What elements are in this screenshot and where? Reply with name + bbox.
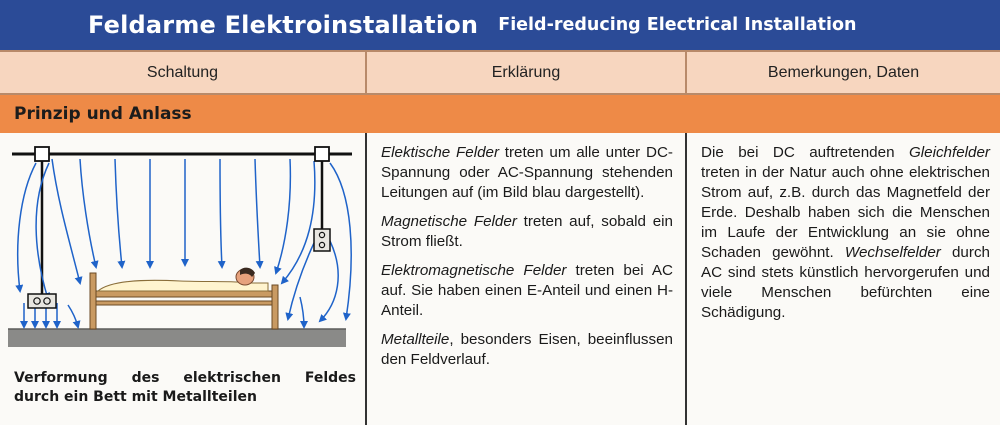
explanation-paragraph-1: Elektische Felder treten um alle unter DC-Spannung oder AC-Spannung stehenden Leitungen auf (im Bild blau dargestellt).: [381, 144, 673, 201]
page-title: Feldarme Elektroinstallation: [88, 11, 479, 39]
remarks-paragraph: Die bei DC auftretenden Gleichfelder treten in der Natur auch ohne elektrischen Strom auf, z.B. durch das Magnetfeld der Erde. Deshalb haben sich die Menschen im Laufe der Entwicklung an sie ohne Schaden gewöhnt. Wechselfelder durch AC sind stets künstlich hervorgerufen und viele Menschen befürchten eine Schädigung.: [701, 144, 990, 321]
term-electric-fields: Elektische Felder: [381, 144, 500, 161]
title-bar: [0, 0, 1000, 50]
term-metal-parts: Metallteile: [381, 331, 450, 348]
caption-line-2: durch ein Bett mit Metallteilen: [14, 389, 257, 405]
column-header-erklaerung: Erklärung: [367, 52, 687, 93]
field-diagram: [0, 133, 365, 365]
figure-caption: [14, 369, 356, 407]
schaltung-cell: [0, 133, 367, 425]
double-socket: [28, 294, 56, 308]
explanation-paragraph-3: Elektromagnetische Felder treten bei AC auf. Sie haben einen E-Anteil und einen H-Anteil.: [381, 262, 673, 319]
column-header-row: [0, 50, 1000, 95]
section-header: [0, 95, 1000, 134]
column-header-schaltung: Schaltung: [0, 52, 367, 93]
sleeping-person: [236, 268, 255, 285]
term-dc-fields: Gleichfelder: [908, 144, 990, 161]
section-title: Prinzip und Anlass: [14, 104, 192, 124]
bemerkungen-cell: [687, 133, 1000, 425]
explanation-paragraph-2: Magnetische Felder treten auf, sobald ein Strom fließt.: [381, 213, 673, 250]
junction-box-left: [35, 147, 49, 161]
light-switch: [314, 229, 330, 251]
column-header-bemerkungen: Bemerkungen, Daten: [767, 63, 920, 81]
explanation-paragraph-4: Metallteile, besonders Eisen, beeinflussen den Feldverlauf.: [381, 331, 673, 368]
junction-box-right: [315, 147, 329, 161]
caption-line-1: Verformung des elektrischen Feldes: [14, 370, 356, 386]
floor: [8, 329, 346, 347]
page-subtitle: Field-reducing Electrical Installation: [498, 15, 857, 35]
erklaerung-cell: [367, 133, 687, 425]
table-body-row: [0, 133, 1000, 425]
term-ac-fields: Wechselfelder: [844, 244, 941, 261]
term-em-fields: Elektromagnetische Felder: [381, 262, 567, 279]
term-magnetic-fields: Magnetische Felder: [381, 213, 517, 230]
